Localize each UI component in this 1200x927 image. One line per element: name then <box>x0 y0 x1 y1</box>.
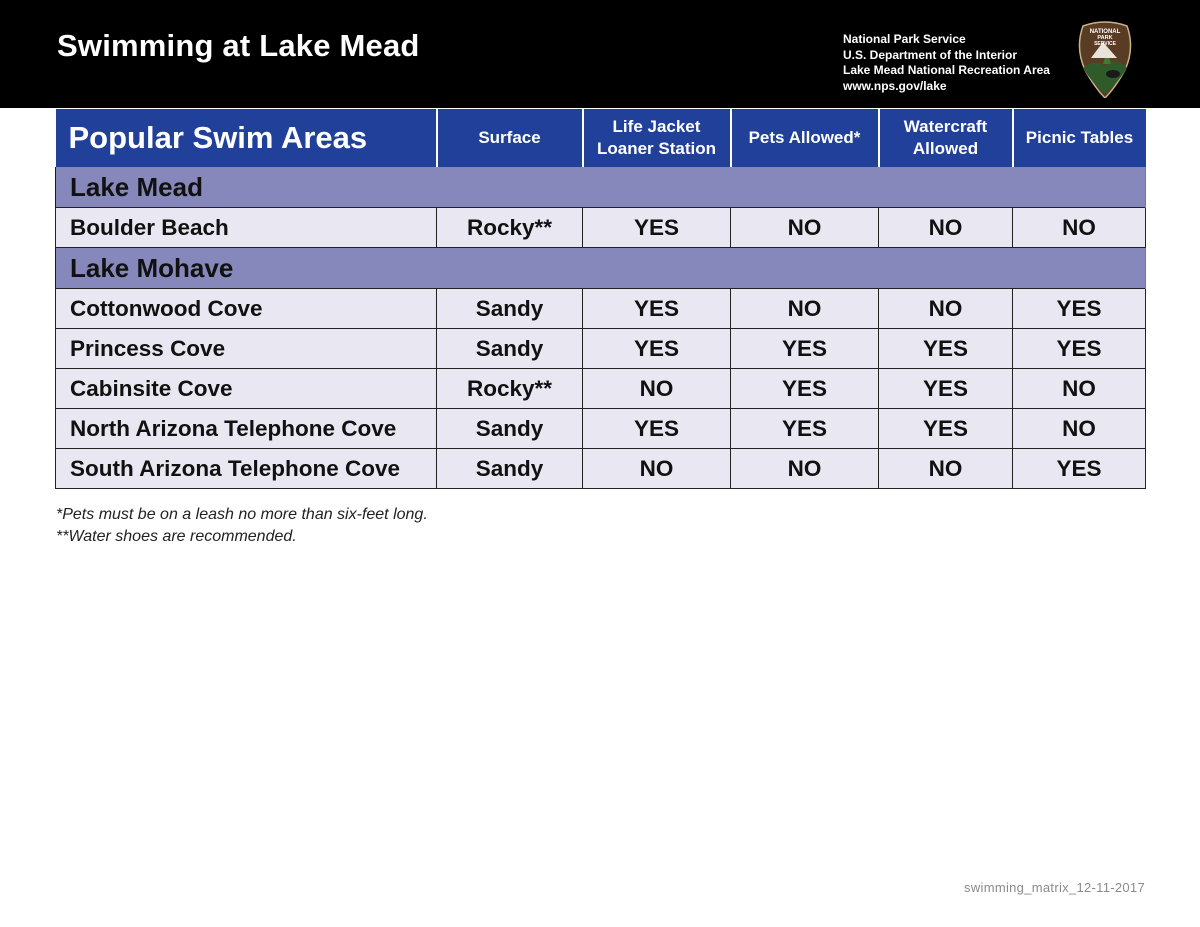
footnote-water-shoes: **Water shoes are recommended. <box>56 527 297 545</box>
pets-cell: YES <box>731 409 879 449</box>
watercraft-cell: NO <box>879 449 1013 489</box>
svg-text:PARK: PARK <box>1097 35 1113 41</box>
swim-areas-table <box>55 109 1146 489</box>
table-row <box>56 289 1146 329</box>
agency-line: Lake Mead National Recreation Area <box>843 63 1050 77</box>
group-row-lake-mohave <box>56 248 1146 289</box>
swim-area-name: Princess Cove <box>56 329 437 369</box>
picnic-cell: NO <box>1013 369 1146 409</box>
group-label: Lake Mead <box>56 167 1146 208</box>
footnotes <box>56 504 428 547</box>
picnic-cell: NO <box>1013 208 1146 248</box>
pets-cell: YES <box>731 329 879 369</box>
watercraft-cell: YES <box>879 409 1013 449</box>
table-row <box>56 409 1146 449</box>
picnic-cell: YES <box>1013 449 1146 489</box>
table-row <box>56 329 1146 369</box>
column-header-surface: Surface <box>437 109 583 167</box>
website-link[interactable]: www.nps.gov/lake <box>843 78 947 93</box>
agency-info <box>843 32 1050 94</box>
document-id: swimming_matrix_12-11-2017 <box>964 880 1145 895</box>
table-row <box>56 449 1146 489</box>
surface-cell: Sandy <box>437 449 583 489</box>
pets-cell: NO <box>731 289 879 329</box>
nps-arrowhead-icon <box>1073 20 1137 98</box>
group-label: Lake Mohave <box>56 248 1146 289</box>
swim-area-name: North Arizona Telephone Cove <box>56 409 437 449</box>
pets-cell: YES <box>731 369 879 409</box>
swim-area-name: Boulder Beach <box>56 208 437 248</box>
agency-line: U.S. Department of the Interior <box>843 47 1018 62</box>
surface-cell: Rocky** <box>437 369 583 409</box>
table-row <box>56 208 1146 248</box>
surface-cell: Sandy <box>437 409 583 449</box>
life-jacket-cell: NO <box>583 449 731 489</box>
watercraft-cell: YES <box>879 369 1013 409</box>
table-header-row <box>56 109 1146 167</box>
surface-cell: Sandy <box>437 329 583 369</box>
table-row <box>56 369 1146 409</box>
swim-area-name: Cottonwood Cove <box>56 289 437 329</box>
life-jacket-cell: YES <box>583 329 731 369</box>
life-jacket-cell: NO <box>583 369 731 409</box>
pets-cell: NO <box>731 208 879 248</box>
column-header-life-jacket: Life Jacket Loaner Station <box>583 109 731 167</box>
swim-area-name: Cabinsite Cove <box>56 369 437 409</box>
page-header <box>0 0 1200 108</box>
page-title: Swimming at Lake Mead <box>57 28 420 63</box>
life-jacket-cell: YES <box>583 208 731 248</box>
pets-cell: NO <box>731 449 879 489</box>
watercraft-cell: NO <box>879 289 1013 329</box>
swim-area-name: South Arizona Telephone Cove <box>56 449 437 489</box>
svg-text:NATIONAL: NATIONAL <box>1089 29 1121 35</box>
picnic-cell: YES <box>1013 289 1146 329</box>
column-header-pets: Pets Allowed* <box>731 109 879 167</box>
life-jacket-cell: YES <box>583 409 731 449</box>
surface-cell: Sandy <box>437 289 583 329</box>
surface-cell: Rocky** <box>437 208 583 248</box>
table-title: Popular Swim Areas <box>56 109 437 167</box>
watercraft-cell: NO <box>879 208 1013 248</box>
group-row-lake-mead <box>56 167 1146 208</box>
picnic-cell: YES <box>1013 329 1146 369</box>
svg-text:SERVICE: SERVICE <box>1094 41 1116 47</box>
column-header-picnic-tables: Picnic Tables <box>1013 109 1146 167</box>
footnote-pets: *Pets must be on a leash no more than six-feet long. <box>56 506 428 523</box>
column-header-watercraft: Watercraft Allowed <box>879 109 1013 167</box>
watercraft-cell: YES <box>879 329 1013 369</box>
life-jacket-cell: YES <box>583 289 731 329</box>
agency-line: National Park Service <box>843 32 966 46</box>
picnic-cell: NO <box>1013 409 1146 449</box>
